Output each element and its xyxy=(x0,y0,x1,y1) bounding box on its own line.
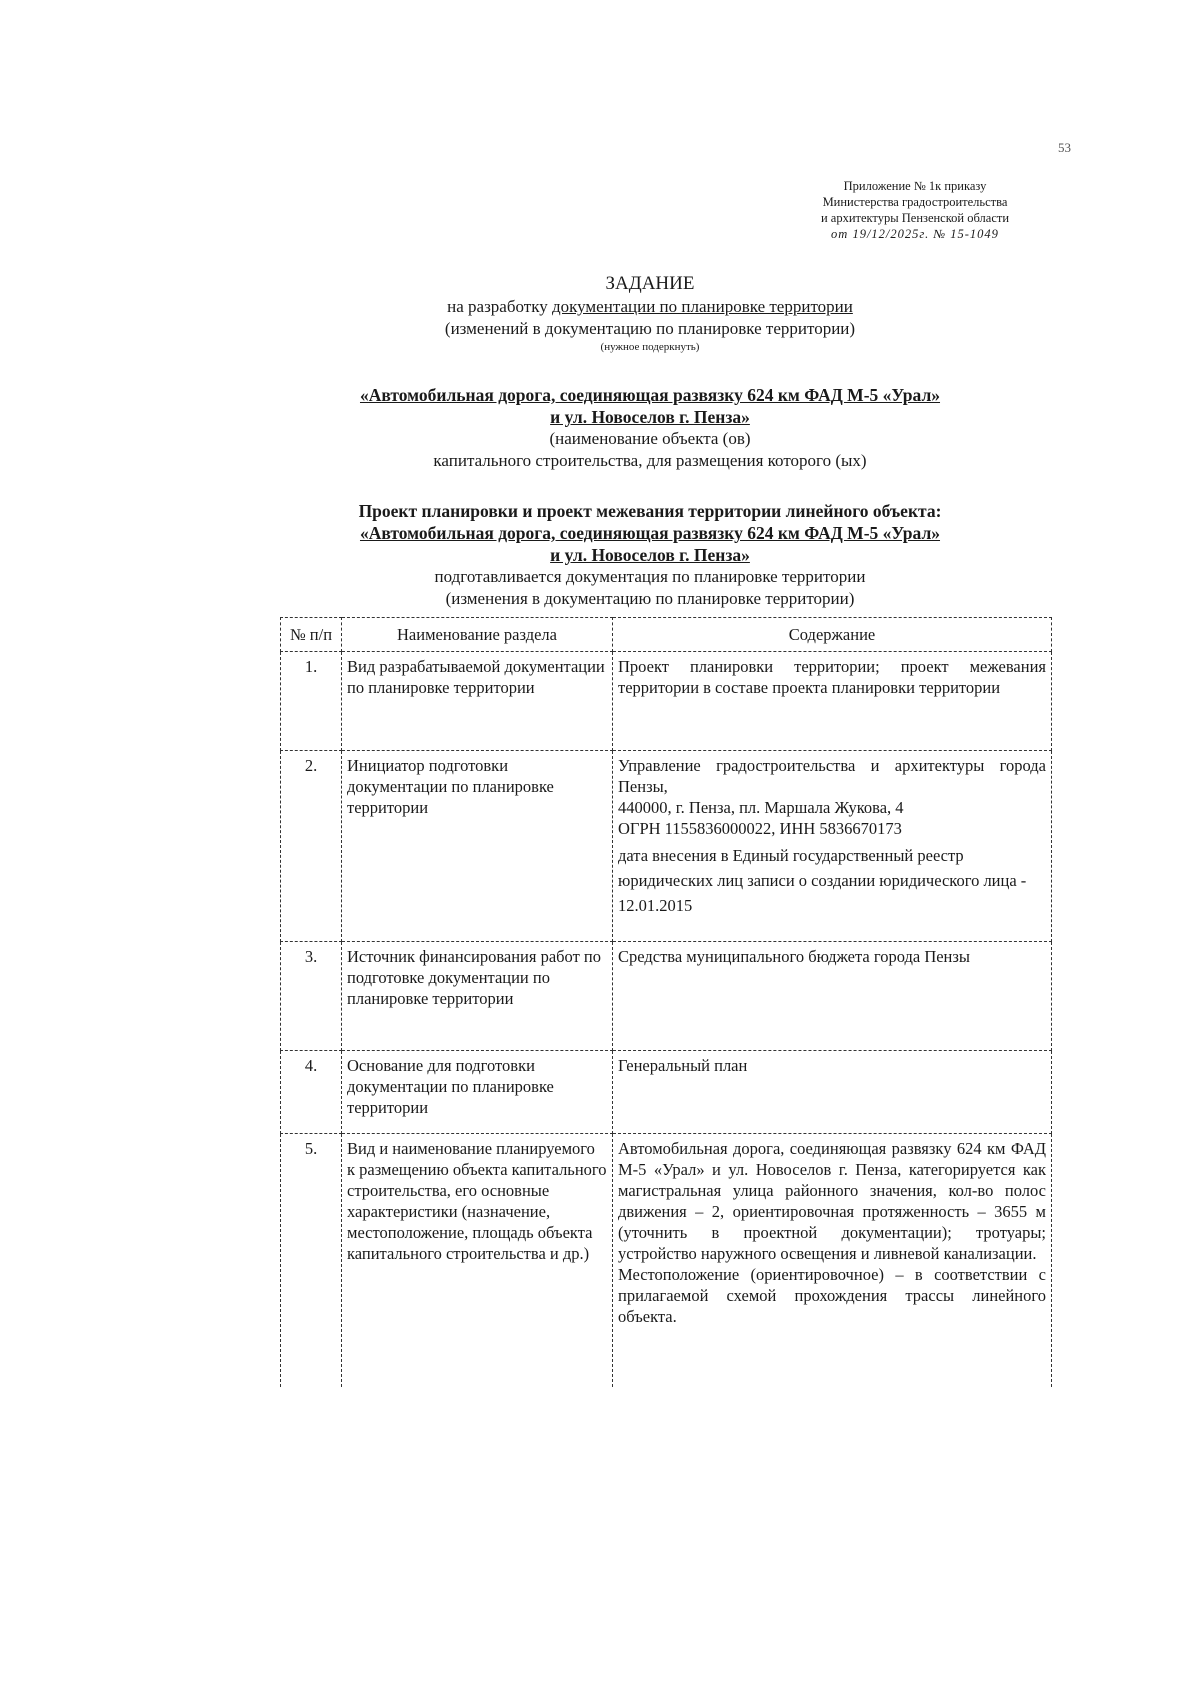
content-line: Автомобильная дорога, соединяющая развязку 624 км ФАД М-5 «Урал» и ул. Новоселов г. Пенза, категорируется как магистральная улица районного значения, кол-во полос движения – 2, ориентировочная протяженность – 3655 м (уточнить в проектной документации); тротуары; устройство наружного освещения и ливневой канализации. xyxy=(618,1139,1046,1263)
row-section-name: Источник финансирования работ по подготовке документации по планировке территории xyxy=(342,942,613,1051)
object-caption-line-2: капитального строительства, для размещения которого (ых) xyxy=(433,451,867,470)
table-row xyxy=(281,652,1052,751)
content-line: дата внесения в Единый государственный реестр юридических лиц записи о создании юридического лица - 12.01.2015 xyxy=(618,846,1027,915)
project-line-1: Проект планировки и проект межевания территории линейного объекта: xyxy=(358,501,942,521)
content-line: Управление градостроительства и архитектуры города Пензы, xyxy=(618,756,1046,796)
row-section-name: Основание для подготовки документации по планировке территории xyxy=(342,1051,613,1134)
project-line-5: (изменения в документацию по планировке территории) xyxy=(445,589,855,608)
document-header xyxy=(270,272,1030,354)
content-line: Местоположение (ориентировочное) – в соответствии с прилагаемой схемой прохождения трассы линейного объекта. xyxy=(618,1265,1046,1326)
table-row xyxy=(281,751,1052,942)
content-line: Средства муниципального бюджета города Пензы xyxy=(618,947,970,966)
table-header-row xyxy=(281,618,1052,652)
document-subtitle xyxy=(270,296,1030,318)
object-name-block xyxy=(270,384,1030,472)
object-name-line-1: «Автомобильная дорога, соединяющая развязку 624 км ФАД М-5 «Урал» xyxy=(359,385,941,405)
appendix-line-3: и архитектуры Пензенской области xyxy=(820,211,1010,225)
row-content xyxy=(613,942,1052,1051)
table-row xyxy=(281,942,1052,1051)
project-line-2: «Автомобильная дорога, соединяющая развязку 624 км ФАД М-5 «Урал» xyxy=(359,523,941,543)
row-content xyxy=(613,652,1052,751)
content-line: Проект планировки территории; проект межевания территории в составе проекта планировки территории xyxy=(618,657,1046,697)
subtitle-prefix: на разработку xyxy=(447,297,552,316)
underline-note: (нужное подеркнуть) xyxy=(600,341,700,353)
document-title: ЗАДАНИЕ xyxy=(605,273,695,294)
appendix-line-1: Приложение № 1к приказу xyxy=(843,179,987,193)
row-section-name: Вид и наименование планируемого к размещению объекта капитального строительства, его основные характеристики (назначение, местоположение, площадь объекта капитального строительства и др.) xyxy=(342,1134,613,1388)
row-number: 5. xyxy=(281,1134,342,1388)
content-line: 440000, г. Пенза, пл. Маршала Жукова, 4 xyxy=(618,798,904,817)
project-block xyxy=(270,500,1030,610)
page-number: 53 xyxy=(1058,140,1071,155)
table-row xyxy=(281,1051,1052,1134)
row-section-name: Вид разрабатываемой документации по планировке территории xyxy=(342,652,613,751)
project-line-3: и ул. Новоселов г. Пенза» xyxy=(550,545,750,565)
row-content xyxy=(613,1051,1052,1134)
appendix-reference xyxy=(785,178,1045,242)
task-table xyxy=(280,617,1052,1387)
header-name: Наименование раздела xyxy=(342,618,613,652)
header-content: Содержание xyxy=(613,618,1052,652)
row-content xyxy=(613,1134,1052,1388)
content-line: ОГРН 1155836000022, ИНН 5836670173 xyxy=(618,819,902,838)
project-line-4: подготавливается документация по планировке территории xyxy=(434,567,866,586)
subtitle-underlined: документации по планировке территории xyxy=(551,297,853,316)
row-section-name: Инициатор подготовки документации по планировке территории xyxy=(342,751,613,942)
row-number: 1. xyxy=(281,652,342,751)
row-number: 4. xyxy=(281,1051,342,1134)
subtitle-alternative: (изменений в документацию по планировке территории) xyxy=(444,319,856,338)
table-row xyxy=(281,1134,1052,1388)
appendix-date-number: от 19/12/2025г. № 15-1049 xyxy=(831,227,999,241)
appendix-line-2: Министерства градостроительства xyxy=(822,195,1008,209)
object-caption-line-1: (наименование объекта (ов) xyxy=(549,429,751,448)
row-content xyxy=(613,751,1052,942)
row-number: 3. xyxy=(281,942,342,1051)
row-number: 2. xyxy=(281,751,342,942)
content-line: Генеральный план xyxy=(618,1056,748,1075)
header-num: № п/п xyxy=(281,618,342,652)
object-name-line-2: и ул. Новоселов г. Пенза» xyxy=(550,407,750,427)
